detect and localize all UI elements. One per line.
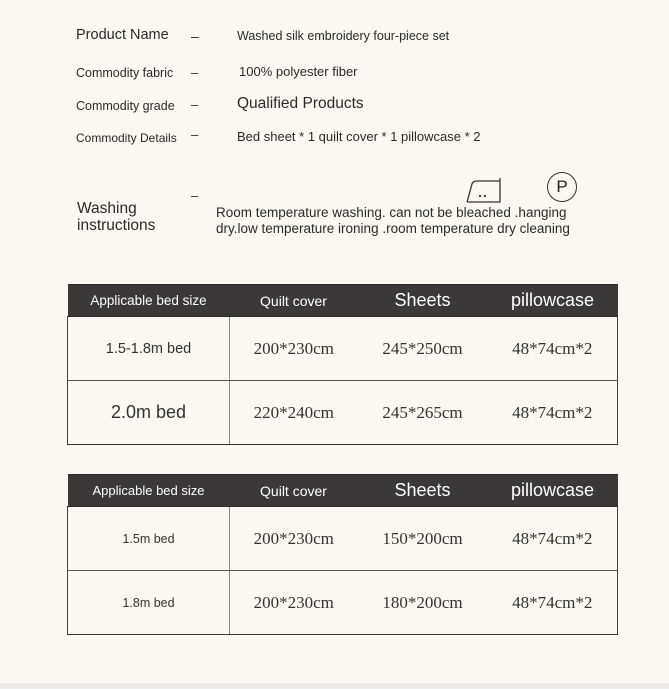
washing-label-line1: Washing [77,200,137,217]
table-row [68,381,618,445]
header-bed-size: Applicable bed size [68,475,230,507]
table-row [68,317,618,381]
info-row-commodity-details [0,129,669,153]
info-row-commodity-fabric [0,64,669,88]
dry-clean-p-icon: P [547,172,577,202]
cell-pillowcase: 48*74cm*2 [488,507,618,571]
info-row-commodity-grade [0,96,669,120]
header-sheets: Sheets [358,475,488,507]
table-header-row [68,475,618,507]
header-quilt-cover: Quilt cover [230,475,358,507]
cell-bed-size: 1.5-1.8m bed [68,317,230,381]
info-label: Product Name [76,27,169,43]
info-dash: – [191,127,199,142]
info-label: Commodity Details [76,131,177,145]
info-dash: – [191,28,199,44]
cell-quilt-cover: 200*230cm [230,571,358,635]
info-label: Commodity fabric [76,66,174,80]
cell-pillowcase: 48*74cm*2 [488,571,618,635]
washing-label-line2: instructions [77,217,156,234]
table-row [68,507,618,571]
info-dash: – [191,65,199,80]
cell-sheets: 245*265cm [358,381,488,445]
cell-sheets: 150*200cm [358,507,488,571]
washing-label [77,200,155,234]
header-sheets: Sheets [358,285,488,317]
cell-bed-size: 1.5m bed [68,507,230,571]
washing-dash: – [191,188,199,203]
cell-bed-size: 2.0m bed [68,381,230,445]
info-value: Bed sheet * 1 quilt cover * 1 pillowcase * 2 [237,129,481,144]
cell-sheets: 180*200cm [358,571,488,635]
cell-bed-size: 1.8m bed [68,571,230,635]
cell-quilt-cover: 200*230cm [230,507,358,571]
info-value: 100% polyester fiber [239,64,358,79]
cell-quilt-cover: 220*240cm [230,381,358,445]
header-pillowcase: pillowcase [488,475,618,507]
washing-text: Room temperature washing. can not be bleached .hanging dry.low temperature ironing .room temperature dry cleaning [216,205,570,236]
info-row-product-name [0,27,669,51]
info-value: Washed silk embroidery four-piece set [237,29,450,43]
size-table-2 [67,474,618,635]
header-bed-size: Applicable bed size [68,285,230,317]
size-table-1 [67,284,618,445]
iron-low-temperature-icon [464,176,504,204]
header-pillowcase: pillowcase [488,285,618,317]
table-row [68,571,618,635]
info-dash: – [191,97,199,112]
cell-sheets: 245*250cm [358,317,488,381]
bottom-strip [0,683,669,689]
table-header-row [68,285,618,317]
header-quilt-cover: Quilt cover [230,285,358,317]
info-label: Commodity grade [76,99,175,113]
cell-pillowcase: 48*74cm*2 [488,381,618,445]
cell-pillowcase: 48*74cm*2 [488,317,618,381]
info-value: Qualified Products [237,95,364,112]
cell-quilt-cover: 200*230cm [230,317,358,381]
